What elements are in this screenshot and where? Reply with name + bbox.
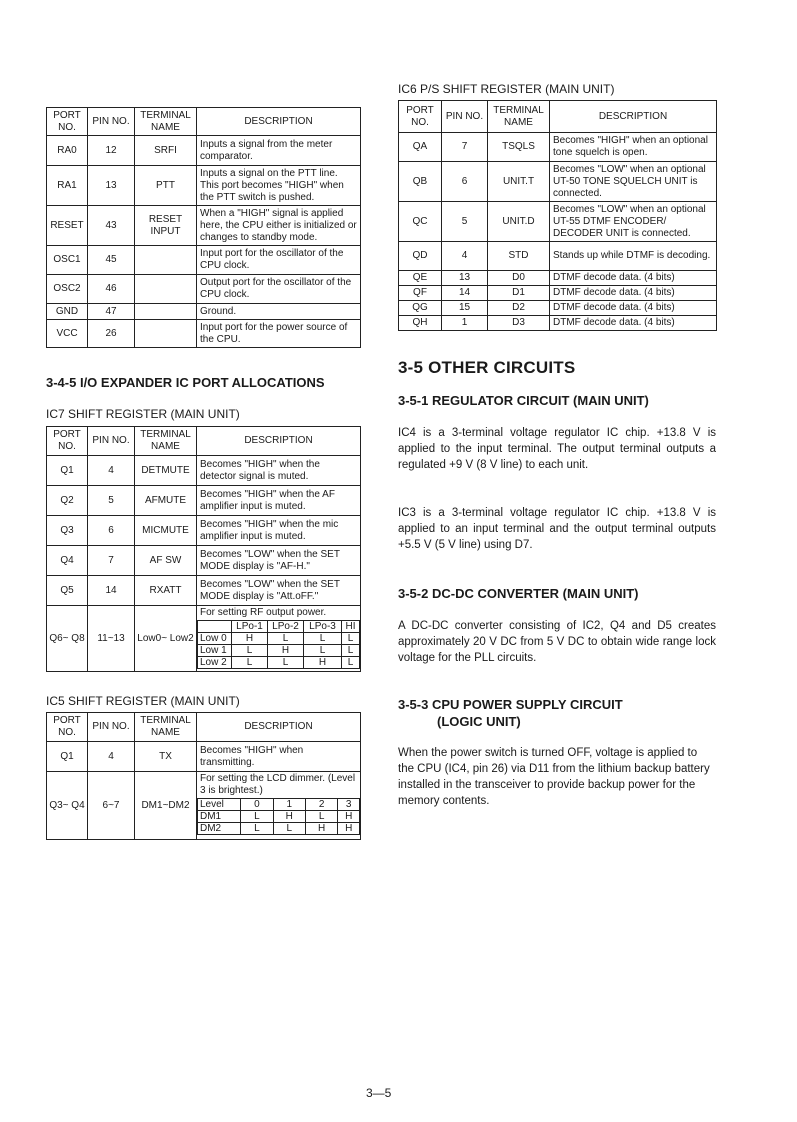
description-cell: Input port for the power source of the CPU. — [197, 320, 361, 348]
col-pin: PIN NO. — [88, 427, 135, 456]
port-cell: Q4 — [47, 546, 88, 576]
terminal-cell — [135, 304, 197, 320]
mini-caption: For setting RF output power. — [200, 607, 327, 618]
col-port: PORT NO. — [47, 713, 88, 742]
terminal-cell: TSQLS — [488, 133, 550, 162]
table-row — [399, 286, 717, 301]
terminal-cell: AFMUTE — [135, 486, 197, 516]
terminal-cell: D3 — [488, 316, 550, 331]
col-port: PORT NO. — [399, 101, 442, 133]
port-cell: RA1 — [47, 166, 88, 206]
terminal-cell: STD — [488, 242, 550, 271]
col-pin: PIN NO. — [88, 108, 135, 136]
pin-cell: 12 — [88, 136, 135, 166]
col-port: PORT NO. — [47, 427, 88, 456]
terminal-cell: D1 — [488, 286, 550, 301]
terminal-cell: UNIT.T — [488, 162, 550, 202]
table-row — [47, 516, 361, 546]
port-cell: OSC2 — [47, 275, 88, 304]
table-row: Low 2 L L H L — [198, 657, 360, 669]
pin-cell: 14 — [442, 286, 488, 301]
table-row — [47, 246, 361, 275]
table-row — [47, 486, 361, 516]
section-3-5-1-title: 3-5-1 REGULATOR CIRCUIT (MAIN UNIT) — [398, 393, 649, 408]
col-terminal: TERMINAL NAME — [135, 713, 197, 742]
port-cell: Q3~ Q4 — [47, 772, 88, 840]
table-row — [47, 136, 361, 166]
terminal-cell: D2 — [488, 301, 550, 316]
pin-cell: 11~13 — [88, 606, 135, 672]
paragraph: When the power switch is turned OFF, voltage is applied to the CPU (IC4, pin 26) via D11 from the lithium backup battery installed in the transceiver to provide backup power for the memory contents. — [398, 747, 710, 807]
col-pin: PIN NO. — [88, 713, 135, 742]
table-row: DM1 L H L H — [198, 811, 360, 823]
pin-cell: 4 — [442, 242, 488, 271]
ic7-title: IC7 SHIFT REGISTER (MAIN UNIT) — [46, 407, 240, 421]
terminal-cell: RXATT — [135, 576, 197, 606]
section-3-5-title: 3-5 OTHER CIRCUITS — [398, 358, 576, 377]
description-cell: Inputs a signal on the PTT line. This port becomes "HIGH" when the PTT switch is pushed. — [197, 166, 361, 206]
col-description: DESCRIPTION — [550, 101, 717, 133]
section-3-5-3-subtitle: (LOGIC UNIT) — [437, 714, 521, 729]
pin-cell: 47 — [88, 304, 135, 320]
terminal-cell: PTT — [135, 166, 197, 206]
port-cell: Q3 — [47, 516, 88, 546]
table-row — [47, 275, 361, 304]
cpu-port-table — [46, 107, 361, 348]
pin-cell: 14 — [88, 576, 135, 606]
port-cell: GND — [47, 304, 88, 320]
table-row: LPo-1 LPo-2 LPo-3 HI — [198, 621, 360, 633]
paragraph: IC4 is a 3-terminal voltage regulator IC chip. +13.8 V is applied to the input terminal. The output terminal outputs a regulated +9 V (8 V line) to each unit. — [398, 427, 716, 471]
description-cell: Becomes "HIGH" when the AF amplifier input is muted. — [197, 486, 361, 516]
col-pin: PIN NO. — [442, 101, 488, 133]
terminal-cell — [135, 320, 197, 348]
port-cell: RESET — [47, 206, 88, 246]
table-row — [47, 166, 361, 206]
description-cell: Becomes "HIGH" when transmitting. — [197, 742, 361, 772]
table-row — [47, 546, 361, 576]
pin-cell: 43 — [88, 206, 135, 246]
paragraph: IC3 is a 3-terminal voltage regulator IC chip. +13.8 V is applied to an input terminal and the output terminal outputs +5.5 V (5 V line) using D7. — [398, 507, 716, 551]
pin-cell: 13 — [88, 166, 135, 206]
pin-cell: 6~7 — [88, 772, 135, 840]
pin-cell: 7 — [88, 546, 135, 576]
pin-cell: 45 — [88, 246, 135, 275]
paragraph: A DC-DC converter consisting of IC2, Q4 and D5 creates approximately 20 V DC from 5 V DC to obtain wide range lock voltage for the PLL circuits. — [398, 620, 716, 664]
rf-power-truth-table — [197, 620, 360, 669]
pin-cell: 4 — [88, 456, 135, 486]
description-cell: Becomes "LOW" when an optional UT-50 TONE SQUELCH UNIT is connected. — [550, 162, 717, 202]
port-cell: Q5 — [47, 576, 88, 606]
table-row — [47, 304, 361, 320]
table-row — [399, 316, 717, 331]
lcd-dimmer-truth-table — [197, 798, 360, 835]
port-cell: QB — [399, 162, 442, 202]
port-cell: Q6~ Q8 — [47, 606, 88, 672]
col-description: DESCRIPTION — [197, 108, 361, 136]
table-row — [399, 202, 717, 242]
description-cell: Becomes "LOW" when an optional UT-55 DTMF ENCODER/ DECODER UNIT is connected. — [550, 202, 717, 242]
port-cell: Q2 — [47, 486, 88, 516]
table-row — [47, 606, 361, 672]
pin-cell: 7 — [442, 133, 488, 162]
description-cell: When a "HIGH" signal is applied here, the CPU either is initialized or changes to standby mode. — [197, 206, 361, 246]
pin-cell: 6 — [442, 162, 488, 202]
table-row — [47, 456, 361, 486]
ic5-title: IC5 SHIFT REGISTER (MAIN UNIT) — [46, 694, 240, 708]
terminal-cell: DETMUTE — [135, 456, 197, 486]
table-row — [399, 271, 717, 286]
description-cell: Becomes "HIGH" when the detector signal is muted. — [197, 456, 361, 486]
description-cell: DTMF decode data. (4 bits) — [550, 271, 717, 286]
description-cell: DTMF decode data. (4 bits) — [550, 286, 717, 301]
page-number: 3—5 — [366, 1086, 392, 1100]
description-cell: Input port for the oscillator of the CPU clock. — [197, 246, 361, 275]
description-cell — [197, 606, 361, 672]
pin-cell: 15 — [442, 301, 488, 316]
table-row: DM2 L L H H — [198, 823, 360, 835]
description-cell: DTMF decode data. (4 bits) — [550, 301, 717, 316]
col-terminal: TERMINAL NAME — [135, 108, 197, 136]
mini-caption: For setting the LCD dimmer. (Level 3 is brightest.) — [200, 773, 356, 796]
table-row — [399, 301, 717, 316]
table-row — [399, 242, 717, 271]
col-port: PORT NO. — [47, 108, 88, 136]
terminal-cell: TX — [135, 742, 197, 772]
table-row: Low 1 L H L L — [198, 645, 360, 657]
col-terminal: TERMINAL NAME — [488, 101, 550, 133]
port-cell: QG — [399, 301, 442, 316]
terminal-cell: D0 — [488, 271, 550, 286]
pin-cell: 1 — [442, 316, 488, 331]
description-cell: Becomes "HIGH" when an optional tone squelch is open. — [550, 133, 717, 162]
description-cell — [197, 772, 361, 840]
ic7-table — [46, 426, 361, 672]
port-cell: Q1 — [47, 742, 88, 772]
description-cell: Ground. — [197, 304, 361, 320]
table-row — [47, 772, 361, 840]
description-cell: Stands up while DTMF is decoding. — [550, 242, 717, 271]
port-cell: QE — [399, 271, 442, 286]
section-3-4-5-title: 3-4-5 I/O EXPANDER IC PORT ALLOCATIONS — [46, 375, 325, 390]
pin-cell: 26 — [88, 320, 135, 348]
terminal-cell: SRFI — [135, 136, 197, 166]
terminal-cell: DM1~DM2 — [135, 772, 197, 840]
pin-cell: 4 — [88, 742, 135, 772]
port-cell: OSC1 — [47, 246, 88, 275]
ic5-table — [46, 712, 361, 840]
terminal-cell — [135, 246, 197, 275]
pin-cell: 5 — [88, 486, 135, 516]
table-row — [399, 162, 717, 202]
description-cell: Becomes "HIGH" when the mic amplifier input is muted. — [197, 516, 361, 546]
port-cell: QH — [399, 316, 442, 331]
terminal-cell: RESET INPUT — [135, 206, 197, 246]
pin-cell: 13 — [442, 271, 488, 286]
col-description: DESCRIPTION — [197, 427, 361, 456]
terminal-cell: MICMUTE — [135, 516, 197, 546]
port-cell: QD — [399, 242, 442, 271]
table-row: Low 0 H L L L — [198, 633, 360, 645]
port-cell: QA — [399, 133, 442, 162]
pin-cell: 5 — [442, 202, 488, 242]
port-cell: QF — [399, 286, 442, 301]
table-row — [47, 206, 361, 246]
pin-cell: 46 — [88, 275, 135, 304]
port-cell: Q1 — [47, 456, 88, 486]
terminal-cell: Low0~ Low2 — [135, 606, 197, 672]
port-cell: RA0 — [47, 136, 88, 166]
section-3-5-2-title: 3-5-2 DC-DC CONVERTER (MAIN UNIT) — [398, 586, 639, 601]
section-3-5-3-title: 3-5-3 CPU POWER SUPPLY CIRCUIT — [398, 697, 623, 712]
description-cell: DTMF decode data. (4 bits) — [550, 316, 717, 331]
description-cell: Inputs a signal from the meter comparator. — [197, 136, 361, 166]
ic6-title: IC6 P/S SHIFT REGISTER (MAIN UNIT) — [398, 82, 615, 96]
table-row — [47, 576, 361, 606]
description-cell: Output port for the oscillator of the CPU clock. — [197, 275, 361, 304]
table-row: Level 0 1 2 3 — [198, 799, 360, 811]
port-cell: VCC — [47, 320, 88, 348]
table-row — [47, 742, 361, 772]
port-cell: QC — [399, 202, 442, 242]
table-row — [47, 320, 361, 348]
terminal-cell: UNIT.D — [488, 202, 550, 242]
terminal-cell: AF SW — [135, 546, 197, 576]
table-row — [399, 133, 717, 162]
terminal-cell — [135, 275, 197, 304]
description-cell: Becomes "LOW" when the SET MODE display is "AF-H." — [197, 546, 361, 576]
description-cell: Becomes "LOW" when the SET MODE display is "Att.oFF." — [197, 576, 361, 606]
ic6-table — [398, 100, 717, 331]
col-terminal: TERMINAL NAME — [135, 427, 197, 456]
col-description: DESCRIPTION — [197, 713, 361, 742]
pin-cell: 6 — [88, 516, 135, 546]
